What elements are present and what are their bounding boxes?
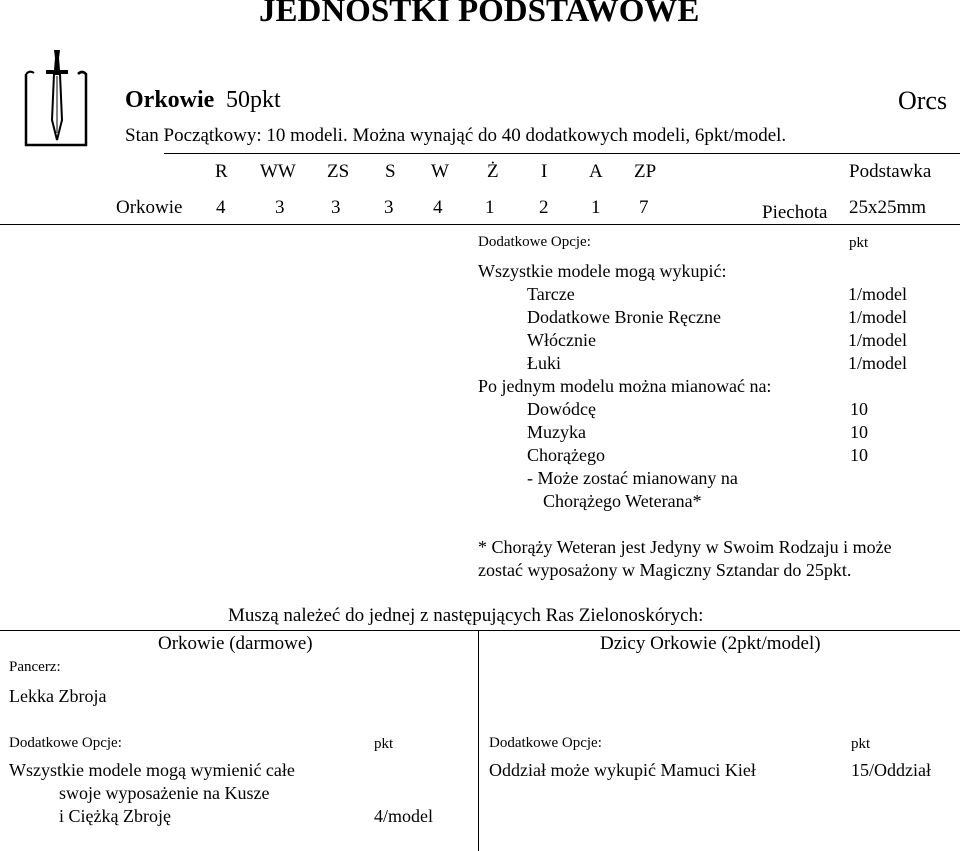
- races-heading: Muszą należeć do jednej z następujących Ras Zielonoskórych:: [228, 605, 704, 626]
- stat-row-label: Orkowie: [116, 197, 183, 218]
- stat-value: 1: [485, 197, 495, 218]
- sword-icon: [24, 48, 88, 148]
- command-name: Dowódcę: [527, 399, 596, 419]
- divider: [164, 153, 960, 154]
- unit-cost: 50pkt: [226, 87, 281, 113]
- standard-note: Chorążego Weterana*: [543, 491, 702, 511]
- stat-header: WW: [260, 161, 296, 182]
- stat-value: 3: [275, 197, 285, 218]
- divider: [0, 630, 960, 631]
- equipment-cost: 1/model: [848, 330, 907, 350]
- stat-header: Ż: [487, 161, 499, 182]
- stat-value: 7: [639, 197, 649, 218]
- options-pkt-header: pkt: [851, 736, 871, 752]
- stat-value: 3: [384, 197, 394, 218]
- equipment-name: Dodatkowe Bronie Ręczne: [527, 307, 721, 327]
- equipment-cost: 1/model: [848, 284, 907, 304]
- stat-value: 2: [539, 197, 549, 218]
- stat-value: 4: [216, 197, 226, 218]
- stat-value: 4: [433, 197, 443, 218]
- standard-note: - Może zostać mianowany na: [527, 468, 738, 488]
- equipment-cost: 1/model: [848, 353, 907, 373]
- race-option-left: Orkowie (darmowe): [158, 633, 313, 654]
- stat-value: 1: [591, 197, 601, 218]
- command-name: Muzyka: [527, 422, 586, 442]
- options-pkt-header: pkt: [374, 736, 394, 752]
- armour-label: Pancerz:: [9, 659, 61, 675]
- option-text: Wszystkie modele mogą wymienić całe: [9, 760, 295, 780]
- option-cost: 15/Oddział: [851, 760, 931, 780]
- options-header: Dodatkowe Opcje:: [478, 234, 591, 250]
- option-text: i Ciężką Zbroję: [59, 806, 171, 826]
- stat-value: 3: [331, 197, 341, 218]
- stat-header: ZS: [327, 161, 350, 182]
- stat-header: R: [215, 161, 228, 182]
- stat-header: ZP: [634, 161, 657, 182]
- stat-header: S: [385, 161, 396, 182]
- equipment-name: Włócznie: [527, 330, 596, 350]
- equipment-name: Tarcze: [527, 284, 575, 304]
- unit-type: Piechota: [762, 202, 828, 223]
- divider: [0, 224, 960, 225]
- armour-value: Lekka Zbroja: [9, 686, 107, 706]
- command-name: Chorążego: [527, 445, 605, 465]
- equipment-name: Łuki: [527, 353, 561, 373]
- column-divider: [478, 630, 479, 851]
- stat-header: W: [431, 161, 449, 182]
- starting-size: Stan Początkowy: 10 modeli. Można wynająć do 40 dodatkowych modeli, 6pkt/model.: [125, 125, 787, 146]
- option-cost: 4/model: [374, 806, 433, 826]
- footnote: zostać wyposażony w Magiczny Sztandar do 25pkt.: [478, 560, 852, 580]
- stat-header: A: [589, 161, 603, 182]
- base-header: Podstawka: [849, 161, 932, 182]
- options-header: Dodatkowe Opcje:: [489, 735, 602, 751]
- base-size: 25x25mm: [849, 197, 927, 218]
- equipment-cost: 1/model: [848, 307, 907, 327]
- race-option-right: Dzicy Orkowie (2pkt/model): [600, 633, 821, 654]
- footnote: * Chorąży Weteran jest Jedyny w Swoim Rodzaju i może: [478, 537, 892, 557]
- options-pkt-header: pkt: [849, 235, 869, 251]
- command-cost: 10: [850, 445, 868, 465]
- unit-name: Orkowie: [125, 87, 215, 113]
- unit-race: Orcs: [898, 86, 948, 115]
- command-cost: 10: [850, 422, 868, 442]
- all-models-label: Wszystkie modele mogą wykupić:: [478, 261, 727, 281]
- option-text: swoje wyposażenie na Kusze: [59, 783, 270, 803]
- command-cost: 10: [850, 399, 868, 419]
- stat-header: I: [541, 161, 548, 182]
- page-title: JEDNOSTKI PODSTAWOWE: [259, 0, 700, 29]
- promote-label: Po jednym modelu można mianować na:: [478, 376, 772, 396]
- option-text: Oddział może wykupić Mamuci Kieł: [489, 760, 756, 780]
- options-header: Dodatkowe Opcje:: [9, 735, 122, 751]
